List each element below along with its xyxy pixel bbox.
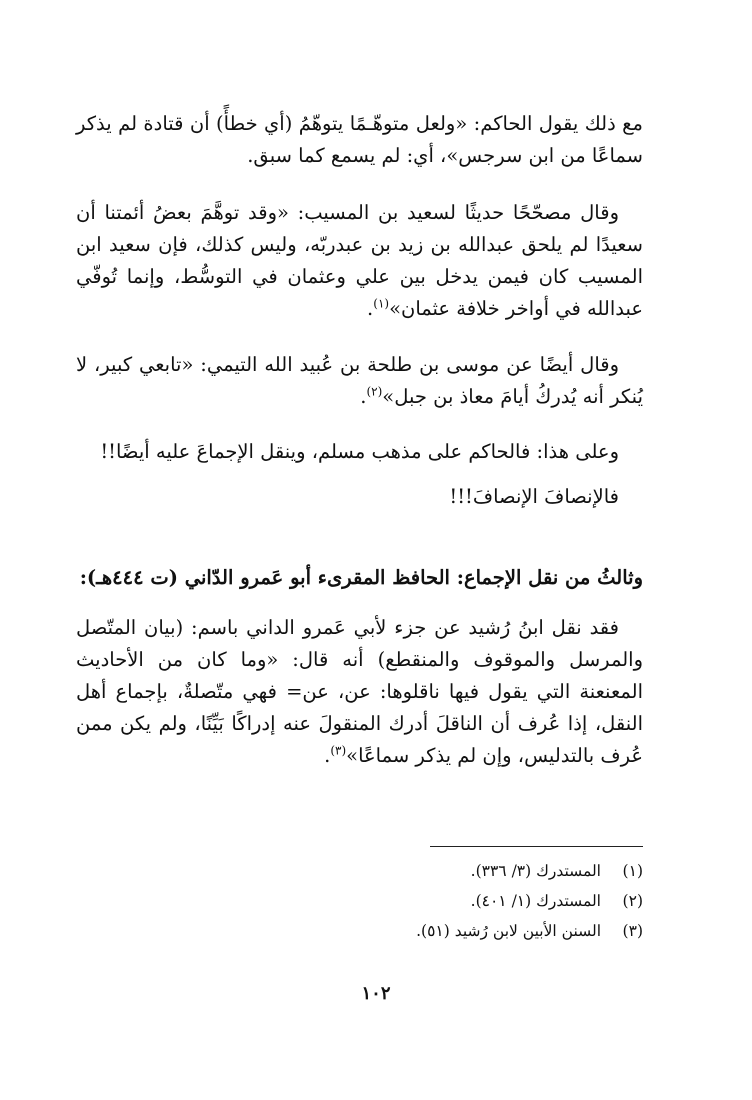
page-number: ١٠٢ <box>361 983 391 1004</box>
footnote-text: المستدرك (٣/ ٣٣٦). <box>470 862 601 880</box>
footnotes <box>76 856 643 946</box>
paragraph-end: . <box>360 385 367 408</box>
footnote-item <box>76 856 643 886</box>
footnote-item <box>76 916 643 946</box>
footnote-number: (٣) <box>622 922 643 940</box>
footnote-text: المستدرك (١/ ٤٠١). <box>470 892 601 910</box>
footnote-text: السنن الأبين لابن رُشيد (٥١). <box>416 922 601 940</box>
paragraph-text: وقال مصحّحًا حديثًا لسعيد بن المسيب: «وقد توهَّمَ بعضُ أئمتنا أن سعيدًا لم يلحق عبدالله بن زيد بن عبدربّه، وليس كذلك، فإن سعيد ابن المسيب كان فيمن يدخل بين علي وعثمان في التوسُّط، وإنما تُوفّي عبدالله في أواخر خلافة عثمان» <box>76 201 643 320</box>
paragraph-end: . <box>324 744 331 767</box>
paragraph-text: مع ذلك يقول الحاكم: «ولعل متوهّـمًا يتوهّمُ (أي خطأً) أن قتادة لم يذكر سماعًا من ابن سرجس»، أي: لم يسمع كما سبق. <box>76 112 643 167</box>
paragraph-end: . <box>367 297 374 320</box>
paragraph-saeed-ibn-musayyib <box>76 197 643 325</box>
paragraph-text: فقد نقل ابنُ رُشيد عن جزء لأبي عَمرو الداني باسم: (بيان المتّصل والمرسل والموقوف والمنقطع) أنه قال: «وما كان من الأحاديث المعنعنة التي يقول فيها ناقلوها: عن، عن= فهي متّصلةٌ، بإجماع أهل النقل، إذا عُرف أن الناقلَ أدرك المنقولَ عنه إدراكًا بَيِّنًا، ولم يكن ممن عُرف بالتدليس، وإن لم يذكر سماعًا» <box>76 616 643 767</box>
paragraph-conclusion <box>76 436 643 468</box>
paragraph-text: وعلى هذا: فالحاكم على مذهب مسلم، وينقل الإجماعَ عليه أيضًا!! <box>100 440 619 463</box>
footnote-reference: (٣) <box>330 743 347 758</box>
footnote-number: (١) <box>622 862 643 880</box>
footnote-reference: (٢) <box>366 384 383 399</box>
paragraph-hakim-quote <box>76 108 643 172</box>
paragraph-text: وقال أيضًا عن موسى بن طلحة بن عُبيد الله التيمي: «تابعي كبير، لا يُنكر أنه يُدركُ أيامَ معاذ بن جبل» <box>76 353 643 408</box>
paragraph-dani-quote <box>76 612 643 772</box>
footnote-item <box>76 886 643 916</box>
paragraph-insaf <box>76 481 643 513</box>
paragraph-musa-ibn-talha <box>76 349 643 413</box>
footnote-reference: (١) <box>373 296 390 311</box>
paragraph-text: فالإنصافَ الإنصافَ!!! <box>449 485 619 508</box>
footnote-divider <box>430 846 643 847</box>
section-heading: وثالثُ من نقل الإجماع: الحافظ المقرىء أبو عَمرو الدّاني (ت ٤٤٤هـ): <box>79 566 643 589</box>
footnote-number: (٢) <box>622 892 643 910</box>
